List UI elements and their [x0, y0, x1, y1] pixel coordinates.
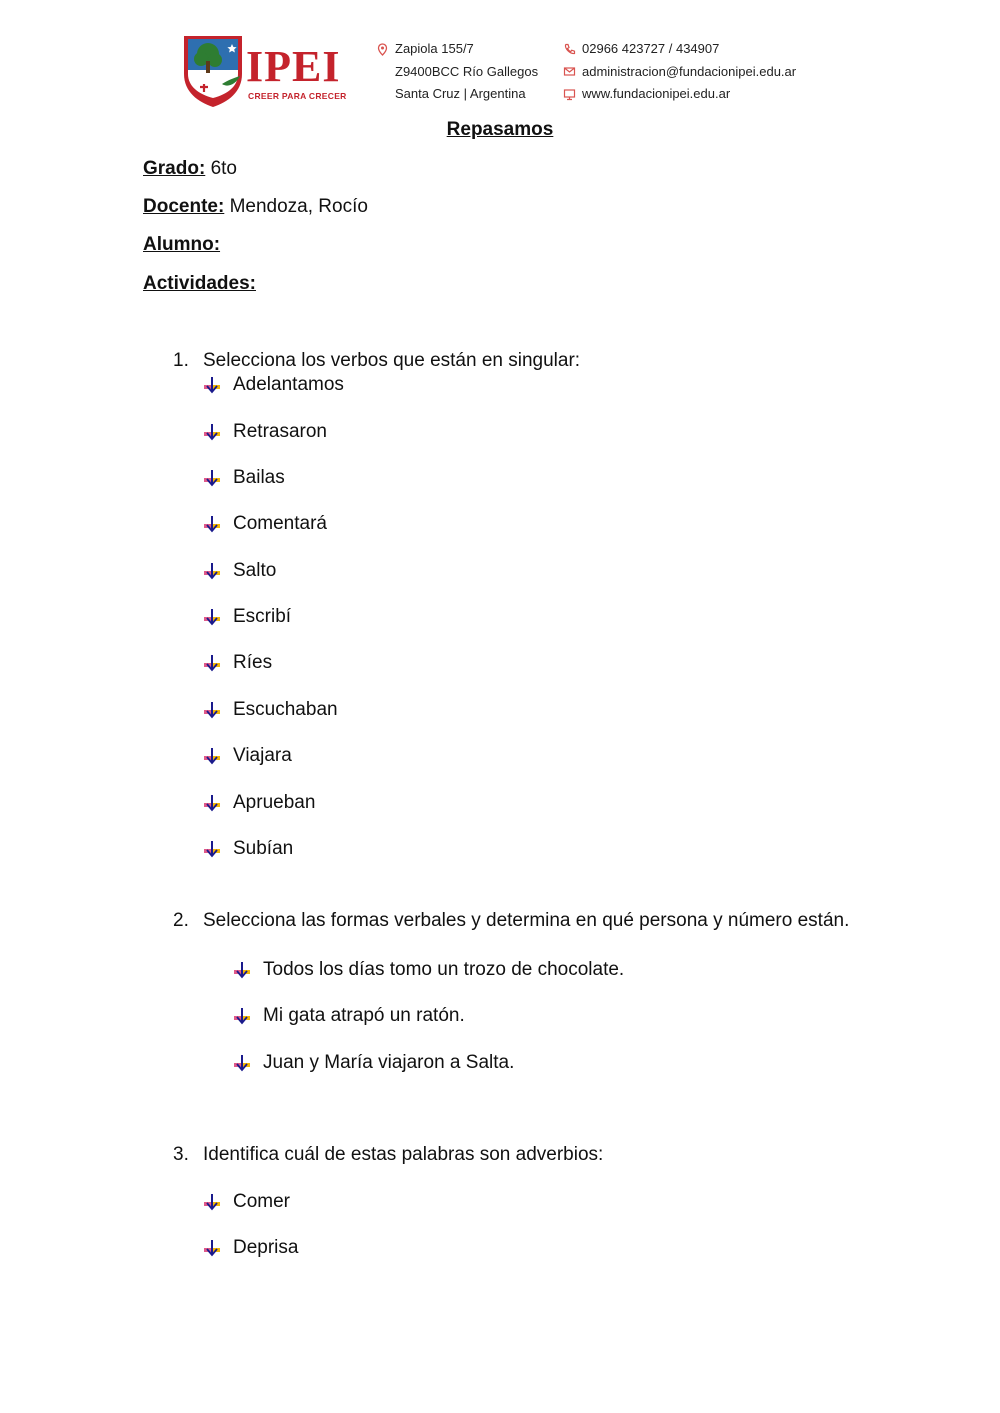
- list-item: [203, 559, 276, 583]
- arrow-bullet-icon: [233, 1054, 251, 1072]
- list-item-label: Escuchaban: [233, 699, 338, 720]
- list-item-label: Salto: [233, 560, 277, 581]
- list-item: [203, 373, 344, 397]
- list-item: [203, 651, 272, 675]
- list-item-label: Subían: [233, 838, 294, 859]
- address-line: [376, 38, 538, 61]
- location-icon: [376, 43, 389, 56]
- grado-value: 6to: [210, 158, 237, 179]
- list-item: [233, 958, 624, 982]
- address-line: [376, 61, 538, 84]
- question-1-number: 1.: [173, 350, 189, 371]
- ipei-tagline: CREER PARA CRECER: [248, 91, 347, 101]
- list-item: [203, 744, 292, 768]
- question-1-text: Selecciona los verbos que están en singular:: [203, 350, 581, 371]
- list-item-label: Comer: [233, 1191, 291, 1212]
- contact-block: [563, 38, 796, 106]
- mail-icon: [563, 65, 576, 78]
- list-item-label: Bailas: [233, 467, 285, 488]
- address-line: [376, 83, 538, 106]
- list-item: [233, 1051, 514, 1075]
- list-item-label: Aprueban: [233, 792, 316, 813]
- arrow-bullet-icon: [233, 1007, 251, 1025]
- grado-field: [143, 157, 237, 181]
- docente-value: Mendoza, Rocío: [229, 196, 368, 217]
- docente-field: [143, 195, 368, 219]
- page-title: Repasamos: [446, 119, 554, 140]
- web-icon: [563, 88, 576, 101]
- alumno-label: Alumno:: [143, 234, 221, 255]
- list-item-label: Comentará: [233, 513, 327, 534]
- arrow-bullet-icon: [203, 469, 221, 487]
- list-item-label: Retrasaron: [233, 421, 327, 442]
- email-line: [563, 61, 796, 84]
- list-item: [203, 837, 293, 861]
- list-item: [203, 1236, 298, 1260]
- actividades-label: Actividades:: [143, 273, 256, 294]
- list-item: [203, 605, 291, 629]
- list-item: [203, 791, 315, 815]
- email-address: administracion@fundacionipei.edu.ar: [582, 63, 797, 79]
- list-item: [233, 1004, 465, 1028]
- address-city: Z9400BCC Río Gallegos: [395, 63, 539, 79]
- docente-label: Docente:: [143, 196, 225, 217]
- actividades-field: [143, 272, 256, 296]
- arrow-bullet-icon: [203, 840, 221, 858]
- address-block: [376, 38, 538, 106]
- arrow-bullet-icon: [203, 515, 221, 533]
- arrow-bullet-icon: [203, 794, 221, 812]
- arrow-bullet-icon: [203, 747, 221, 765]
- phone-number: 02966 423727 / 434907: [582, 41, 720, 57]
- list-item-label: Ríes: [233, 652, 273, 673]
- grado-label: Grado:: [143, 158, 206, 179]
- arrow-bullet-icon: [203, 1239, 221, 1257]
- question-3-number: 3.: [173, 1144, 189, 1165]
- ipei-logo-shield: [182, 34, 244, 108]
- alumno-field: [143, 233, 220, 257]
- list-item-label: Viajara: [233, 745, 292, 766]
- arrow-bullet-icon: [203, 423, 221, 441]
- list-item: [203, 1190, 290, 1214]
- question-2-number: 2.: [173, 910, 189, 931]
- address-province: Santa Cruz | Argentina: [395, 86, 526, 102]
- arrow-bullet-icon: [203, 608, 221, 626]
- list-item: [203, 512, 327, 536]
- arrow-bullet-icon: [203, 654, 221, 672]
- list-item: [203, 698, 338, 722]
- list-item-label: Juan y María viajaron a Salta.: [263, 1052, 515, 1073]
- question-2-text: Selecciona las formas verbales y determina en qué persona y número están.: [203, 910, 850, 931]
- website-url: www.fundacionipei.edu.ar: [582, 86, 731, 102]
- question-3-text: Identifica cuál de estas palabras son adverbios:: [203, 1144, 604, 1165]
- list-item-label: Escribí: [233, 606, 292, 627]
- list-item-label: Deprisa: [233, 1237, 299, 1258]
- arrow-bullet-icon: [203, 1193, 221, 1211]
- arrow-bullet-icon: [203, 376, 221, 394]
- list-item: [203, 466, 285, 490]
- list-item-label: Adelantamos: [233, 374, 344, 395]
- arrow-bullet-icon: [233, 961, 251, 979]
- list-item-label: Todos los días tomo un trozo de chocolate.: [263, 959, 625, 980]
- arrow-bullet-icon: [203, 562, 221, 580]
- ipei-wordmark: IPEI: [246, 42, 341, 91]
- arrow-bullet-icon: [203, 701, 221, 719]
- web-line: [563, 83, 796, 106]
- phone-line: [563, 38, 796, 61]
- list-item: [203, 420, 327, 444]
- address-street: Zapiola 155/7: [395, 41, 474, 57]
- phone-icon: [563, 43, 576, 56]
- list-item-label: Mi gata atrapó un ratón.: [263, 1005, 465, 1026]
